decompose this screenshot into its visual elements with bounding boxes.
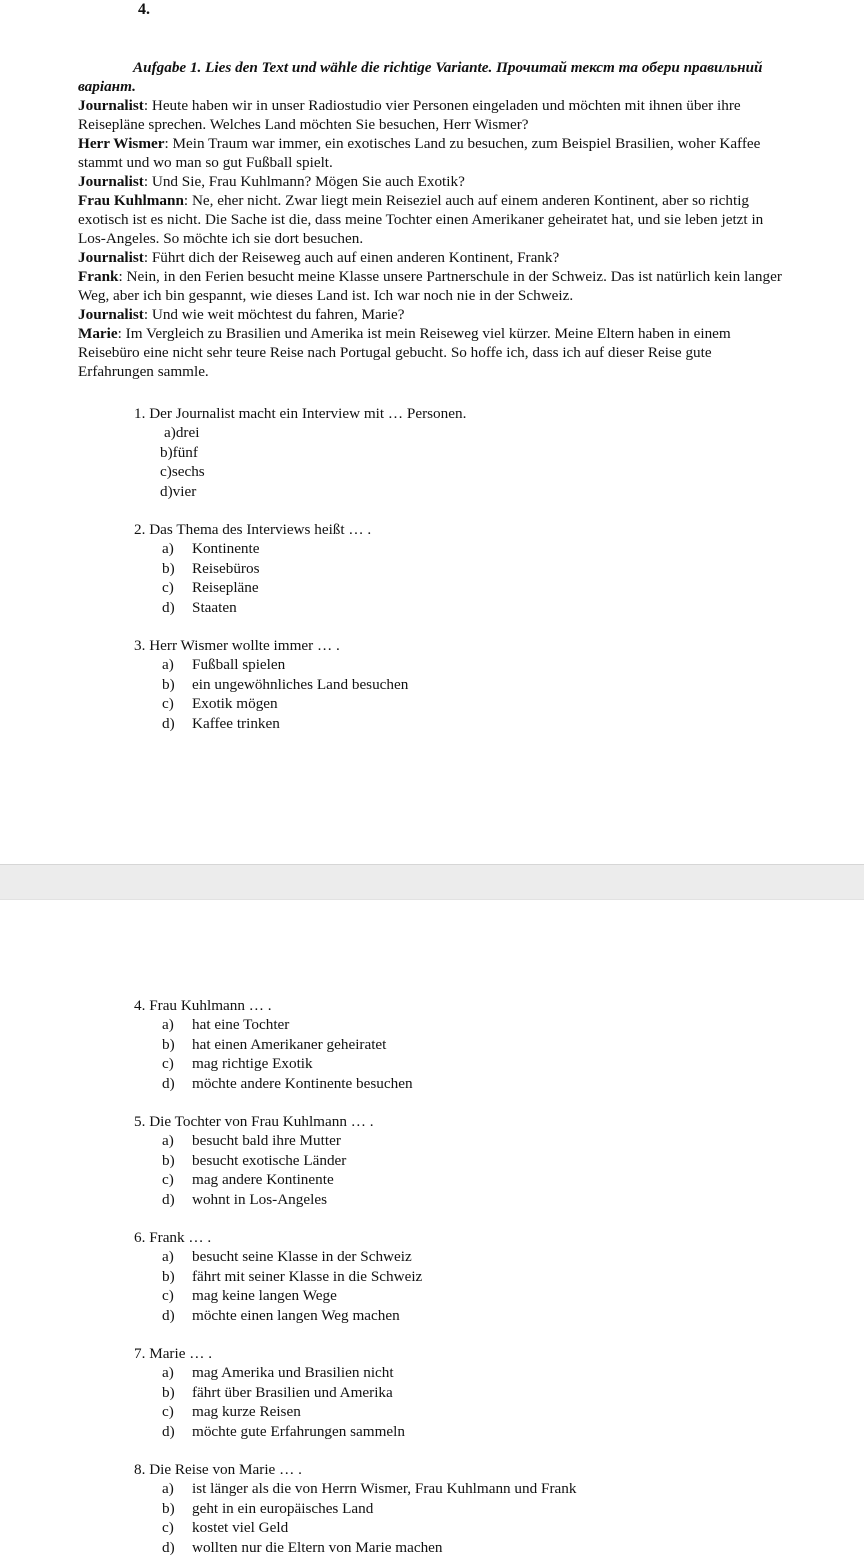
answer-option <box>162 1363 405 1382</box>
page-number: 4. <box>138 1 150 18</box>
answer-option <box>162 694 408 713</box>
utterance: : Im Vergleich zu Brasilien und Amerika ist mein Reiseweg viel kürzer. Meine Eltern haben in einem <box>117 325 731 342</box>
option-letter: d) <box>162 714 175 732</box>
dialogue-line <box>78 343 854 362</box>
option-text: mag keine langen Wege <box>192 1287 337 1305</box>
utterance: Reisebüro eine nicht sehr teure Reise nach Portugal gebucht. So hoffe ich, dass ich auf dieser Reise gute <box>78 344 712 361</box>
answer-option <box>162 655 408 674</box>
option-text: mag Amerika und Brasilien nicht <box>192 1364 394 1382</box>
speaker: Marie <box>78 325 118 342</box>
option-letter: d) <box>162 1422 175 1440</box>
option-letter: b) <box>160 443 173 461</box>
option-letter: a) <box>162 1132 174 1150</box>
option-text: möchte gute Erfahrungen sammeln <box>192 1422 405 1440</box>
dialogue-line <box>78 324 854 343</box>
option-text: hat einen Amerikaner geheiratet <box>192 1035 387 1053</box>
answer-option <box>162 1306 422 1325</box>
option-letter: b) <box>162 1267 175 1285</box>
task-text <box>78 58 854 381</box>
answer-option <box>162 1518 576 1537</box>
answer-option <box>164 423 496 442</box>
answer-option <box>162 1054 413 1073</box>
option-letter: c) <box>162 695 174 713</box>
speaker: Journalist <box>78 249 144 266</box>
option-text: Reisepläne <box>192 579 259 597</box>
option-text: Fußball spielen <box>192 656 286 674</box>
option-letter: b) <box>162 1383 175 1401</box>
answer-option <box>162 1286 422 1305</box>
option-letter: c) <box>162 1171 174 1189</box>
option-letter: d) <box>162 1190 175 1208</box>
answer-option <box>162 578 399 597</box>
option-text: Reisebüros <box>192 559 260 577</box>
answer-option <box>162 1151 402 1170</box>
question-stem: 4. Frau Kuhlmann … . <box>134 997 272 1014</box>
dialogue-line <box>78 362 854 381</box>
option-text: möchte andere Kontinente besuchen <box>192 1074 413 1092</box>
option-text: besucht exotische Länder <box>192 1151 347 1169</box>
utterance: exotisch ist es nicht. Die Sache ist die, dass meine Tochter einen Amerikaner geheiratet hat, und sie leben jetzt in <box>78 211 764 228</box>
option-text: vier <box>172 482 197 500</box>
utterance: : Nein, in den Ferien besucht meine Klasse unsere Partnerschule in der Schweiz. Das ist natürlich kein langer <box>118 268 782 285</box>
option-text: sechs <box>171 463 205 481</box>
option-text: wollten nur die Eltern von Marie machen <box>192 1538 443 1556</box>
document-page-2 <box>0 900 864 1568</box>
option-letter: c) <box>160 463 172 481</box>
option-text: Kaffee trinken <box>192 714 280 732</box>
dialogue-line <box>78 286 854 305</box>
speaker: Herr Wismer <box>78 135 165 152</box>
utterance: Weg, aber ich bin gespannt, wie dieses Land ist. Ich war noch nie in der Schweiz. <box>78 287 574 304</box>
page-break-gap <box>0 864 864 900</box>
dialogue-line <box>78 191 854 210</box>
option-text: Staaten <box>192 598 237 616</box>
option-text: besucht seine Klasse in der Schweiz <box>192 1248 412 1266</box>
dialogue-line <box>78 115 854 134</box>
option-text: mag kurze Reisen <box>192 1403 301 1421</box>
utterance: Reisepläne sprechen. Welches Land möchten Sie besuchen, Herr Wismer? <box>78 116 529 133</box>
option-letter: b) <box>162 1151 175 1169</box>
question-stem: 1. Der Journalist macht ein Interview mit … Personen. <box>134 405 467 422</box>
utterance: : Mein Traum war immer, ein exotisches Land zu besuchen, zum Beispiel Brasilien, woher Kaffee <box>164 135 761 152</box>
option-letter: b) <box>162 1499 175 1517</box>
answer-option <box>162 1015 413 1034</box>
answer-option <box>160 482 492 501</box>
utterance: Los-Angeles. So möchte ich sie dort besuchen. <box>78 230 364 247</box>
option-letter: d) <box>162 1306 175 1324</box>
answer-option <box>160 462 492 481</box>
speaker: Journalist <box>78 173 144 190</box>
option-text: besucht bald ihre Mutter <box>192 1132 341 1150</box>
option-text: drei <box>175 424 200 442</box>
question-stem: 6. Frank … . <box>134 1229 212 1246</box>
option-letter: a) <box>162 540 174 558</box>
option-text: Exotik mögen <box>192 695 278 713</box>
option-text: fährt mit seiner Klasse in die Schweiz <box>192 1267 423 1285</box>
option-letter: b) <box>162 675 175 693</box>
utterance: : Heute haben wir in unser Radiostudio vier Personen eingeladen und möchten mit ihnen über ihre <box>143 97 741 114</box>
dialogue-line <box>78 134 854 153</box>
option-letter: a) <box>164 424 176 442</box>
speaker: Frank <box>78 268 119 285</box>
option-text: wohnt in Los-Angeles <box>192 1190 327 1208</box>
utterance: stammt und wo man so gut Fußball spielt. <box>78 154 333 171</box>
answer-option <box>162 1074 413 1093</box>
option-letter: a) <box>162 1364 174 1382</box>
option-text: ein ungewöhnliches Land besuchen <box>192 675 409 693</box>
answer-option <box>162 1402 405 1421</box>
option-text: fünf <box>172 443 198 461</box>
dialogue-line <box>78 248 854 267</box>
answer-option <box>162 539 399 558</box>
question-1 <box>0 404 467 501</box>
speaker: Frau Kuhlmann <box>78 192 184 209</box>
option-letter: b) <box>162 559 175 577</box>
dialogue-line <box>78 267 854 286</box>
option-text: kostet viel Geld <box>192 1519 289 1537</box>
answer-option <box>162 675 408 694</box>
answer-option <box>162 1170 402 1189</box>
option-letter: c) <box>162 1055 174 1073</box>
option-letter: c) <box>162 1287 174 1305</box>
dialogue-line <box>78 305 854 324</box>
task-title-cont: варіант. <box>78 78 136 95</box>
utterance: : Und Sie, Frau Kuhlmann? Mögen Sie auch Exotik? <box>143 173 465 190</box>
answer-option <box>162 714 408 733</box>
option-letter: d) <box>162 1538 175 1556</box>
answer-option <box>162 1190 402 1209</box>
option-letter: c) <box>162 1403 174 1421</box>
answer-option <box>162 598 399 617</box>
utterance: : Ne, eher nicht. Zwar liegt mein Reiseziel auch auf einem anderen Kontinent, aber so richtig <box>183 192 750 209</box>
utterance: : Und wie weit möchtest du fahren, Marie? <box>143 306 405 323</box>
dialogue-line <box>78 96 854 115</box>
option-letter: a) <box>162 1016 174 1034</box>
option-text: ist länger als die von Herrn Wismer, Frau Kuhlmann und Frank <box>192 1480 577 1498</box>
question-stem: 5. Die Tochter von Frau Kuhlmann … . <box>134 1113 374 1130</box>
answer-option <box>162 1035 413 1054</box>
option-letter: a) <box>162 1480 174 1498</box>
option-text: möchte einen langen Weg machen <box>192 1306 400 1324</box>
question-6 <box>0 1228 423 1325</box>
answer-option <box>162 1131 402 1150</box>
utterance: Erfahrungen sammle. <box>78 363 209 380</box>
option-text: geht in ein europäisches Land <box>192 1499 374 1517</box>
option-letter: a) <box>162 656 174 674</box>
dialogue-line <box>78 229 854 248</box>
option-letter: d) <box>162 1074 175 1092</box>
answer-option <box>162 1479 576 1498</box>
question-2 <box>0 520 372 617</box>
question-4 <box>0 996 413 1093</box>
question-7 <box>0 1344 405 1441</box>
speaker: Journalist <box>78 306 144 323</box>
dialogue-line <box>78 172 854 191</box>
question-stem: 8. Die Reise von Marie … . <box>134 1461 302 1478</box>
answer-option <box>162 1383 405 1402</box>
option-text: mag andere Kontinente <box>192 1171 334 1189</box>
dialogue-line <box>78 210 854 229</box>
option-letter: d) <box>162 598 175 616</box>
option-text: mag richtige Exotik <box>192 1055 313 1073</box>
option-text: hat eine Tochter <box>192 1016 290 1034</box>
question-8 <box>0 1460 577 1557</box>
answer-option <box>162 1267 422 1286</box>
option-letter: b) <box>162 1035 175 1053</box>
dialogue-line <box>78 153 854 172</box>
utterance: : Führt dich der Reiseweg auch auf einen anderen Kontinent, Frank? <box>143 249 560 266</box>
answer-option <box>160 443 492 462</box>
option-letter: a) <box>162 1248 174 1266</box>
answer-option <box>162 1538 576 1557</box>
answer-option <box>162 1247 422 1266</box>
speaker: Journalist <box>78 97 144 114</box>
option-letter: c) <box>162 1519 174 1537</box>
task-title: Aufgabe 1. Lies den Text und wähle die richtige Variante. Прочитай текст та обери правильний <box>133 59 763 76</box>
question-stem: 7. Marie … . <box>134 1345 213 1362</box>
question-stem: 2. Das Thema des Interviews heißt … . <box>134 521 372 538</box>
option-text: Kontinente <box>192 540 260 558</box>
option-letter: d) <box>160 482 173 500</box>
question-stem: 3. Herr Wismer wollte immer … . <box>134 637 340 654</box>
option-text: fährt über Brasilien und Amerika <box>192 1383 393 1401</box>
answer-option <box>162 559 399 578</box>
question-5 <box>0 1112 374 1209</box>
option-letter: c) <box>162 579 174 597</box>
question-3 <box>0 636 409 733</box>
answer-option <box>162 1422 405 1441</box>
answer-option <box>162 1499 576 1518</box>
